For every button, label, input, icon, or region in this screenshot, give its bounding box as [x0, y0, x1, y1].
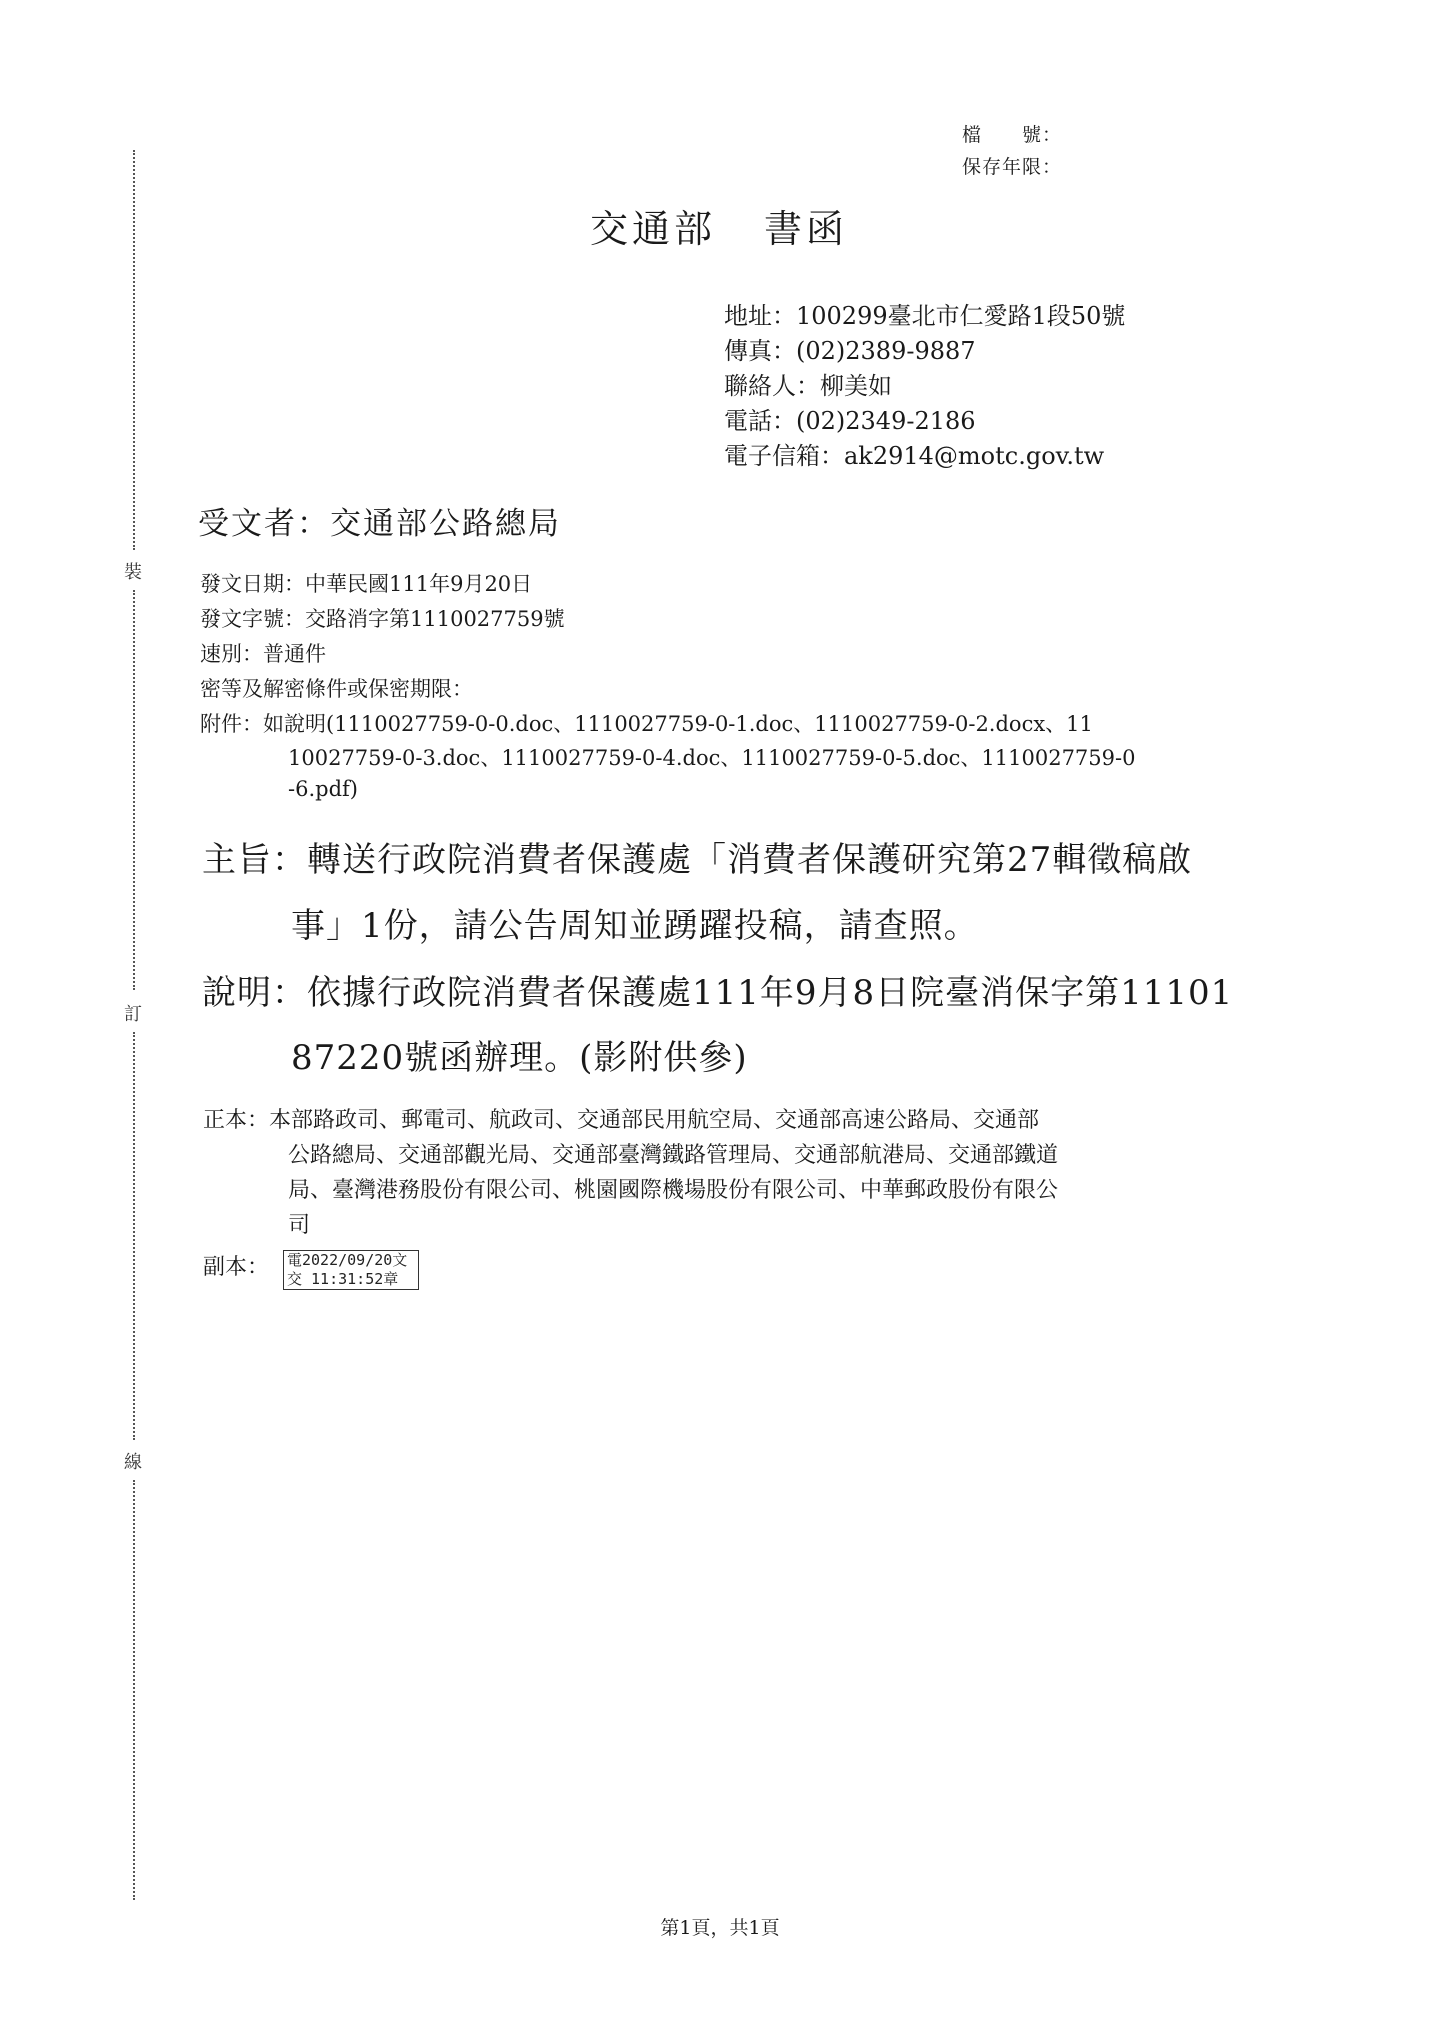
binding-line-bottom	[133, 1480, 135, 1900]
recipient: 受文者：交通部公路總局	[198, 506, 561, 542]
stamp-line-2: 交 11:31:52章	[287, 1270, 399, 1288]
binding-char-xian: 線	[124, 1452, 142, 1473]
attachments-line-3: -6.pdf)	[288, 777, 358, 801]
binding-char-zhuang: 裝	[124, 562, 142, 583]
contact-phone: 電話：(02)2349-2186	[724, 407, 976, 435]
binding-line-lower	[133, 1032, 135, 1440]
attachments-line-1: 附件：如說明(1110027759-0-0.doc、1110027759-0-1.doc、1110027759-0-2.docx、11	[200, 712, 1093, 736]
delivery-speed: 速別：普通件	[200, 642, 326, 666]
retention-period-label: 保存年限：	[962, 156, 1063, 178]
issue-date: 發文日期：中華民國111年9月20日	[200, 572, 533, 596]
main-recipients-line-1: 正本：本部路政司、郵電司、航政司、交通部民用航空局、交通部高速公路局、交通部	[203, 1108, 1040, 1133]
page-number: 第1頁，共1頁	[660, 1917, 780, 1939]
stamp-line-1: 電2022/09/20文	[287, 1251, 408, 1269]
explanation-line-2: 87220號函辦理。(影附供參)	[291, 1038, 748, 1078]
title-doc-type: 書函	[764, 207, 849, 251]
main-recipients-line-3: 局、臺灣港務股份有限公司、桃園國際機場股份有限公司、中華郵政股份有限公	[288, 1178, 1059, 1203]
archive-number-label: 檔 號：	[962, 124, 1063, 146]
main-recipients-line-2: 公路總局、交通部觀光局、交通部臺灣鐵路管理局、交通部航港局、交通部鐵道	[288, 1143, 1059, 1168]
main-recipients-line-4: 司	[288, 1213, 311, 1238]
contact-address: 地址：100299臺北市仁愛路1段50號	[724, 302, 1126, 330]
copy-recipients-label: 副本：	[203, 1255, 270, 1280]
subject-line-1: 主旨：轉送行政院消費者保護處「消費者保護研究第27輯徵稿啟	[202, 840, 1193, 880]
binding-char-ding: 訂	[124, 1004, 142, 1025]
contact-person: 聯絡人：柳美如	[724, 372, 892, 400]
subject-line-2: 事」1份，請公告周知並踴躍投稿，請查照。	[291, 906, 979, 946]
document-title	[590, 198, 848, 253]
attachments-line-2: 10027759-0-3.doc、1110027759-0-4.doc、1110027759-0-5.doc、1110027759-0	[288, 746, 1136, 770]
electronic-timestamp-stamp	[283, 1250, 419, 1290]
document-number: 發文字號：交路消字第1110027759號	[200, 607, 565, 631]
title-agency: 交通部	[590, 207, 717, 251]
contact-email: 電子信箱：ak2914@motc.gov.tw	[724, 442, 1105, 470]
explanation-line-1: 說明：依據行政院消費者保護處111年9月8日院臺消保字第11101	[202, 973, 1234, 1013]
binding-line-middle	[133, 590, 135, 990]
contact-fax: 傳真：(02)2389-9887	[724, 337, 976, 365]
secrecy-level: 密等及解密條件或保密期限：	[200, 677, 473, 701]
binding-line-top	[133, 150, 135, 550]
